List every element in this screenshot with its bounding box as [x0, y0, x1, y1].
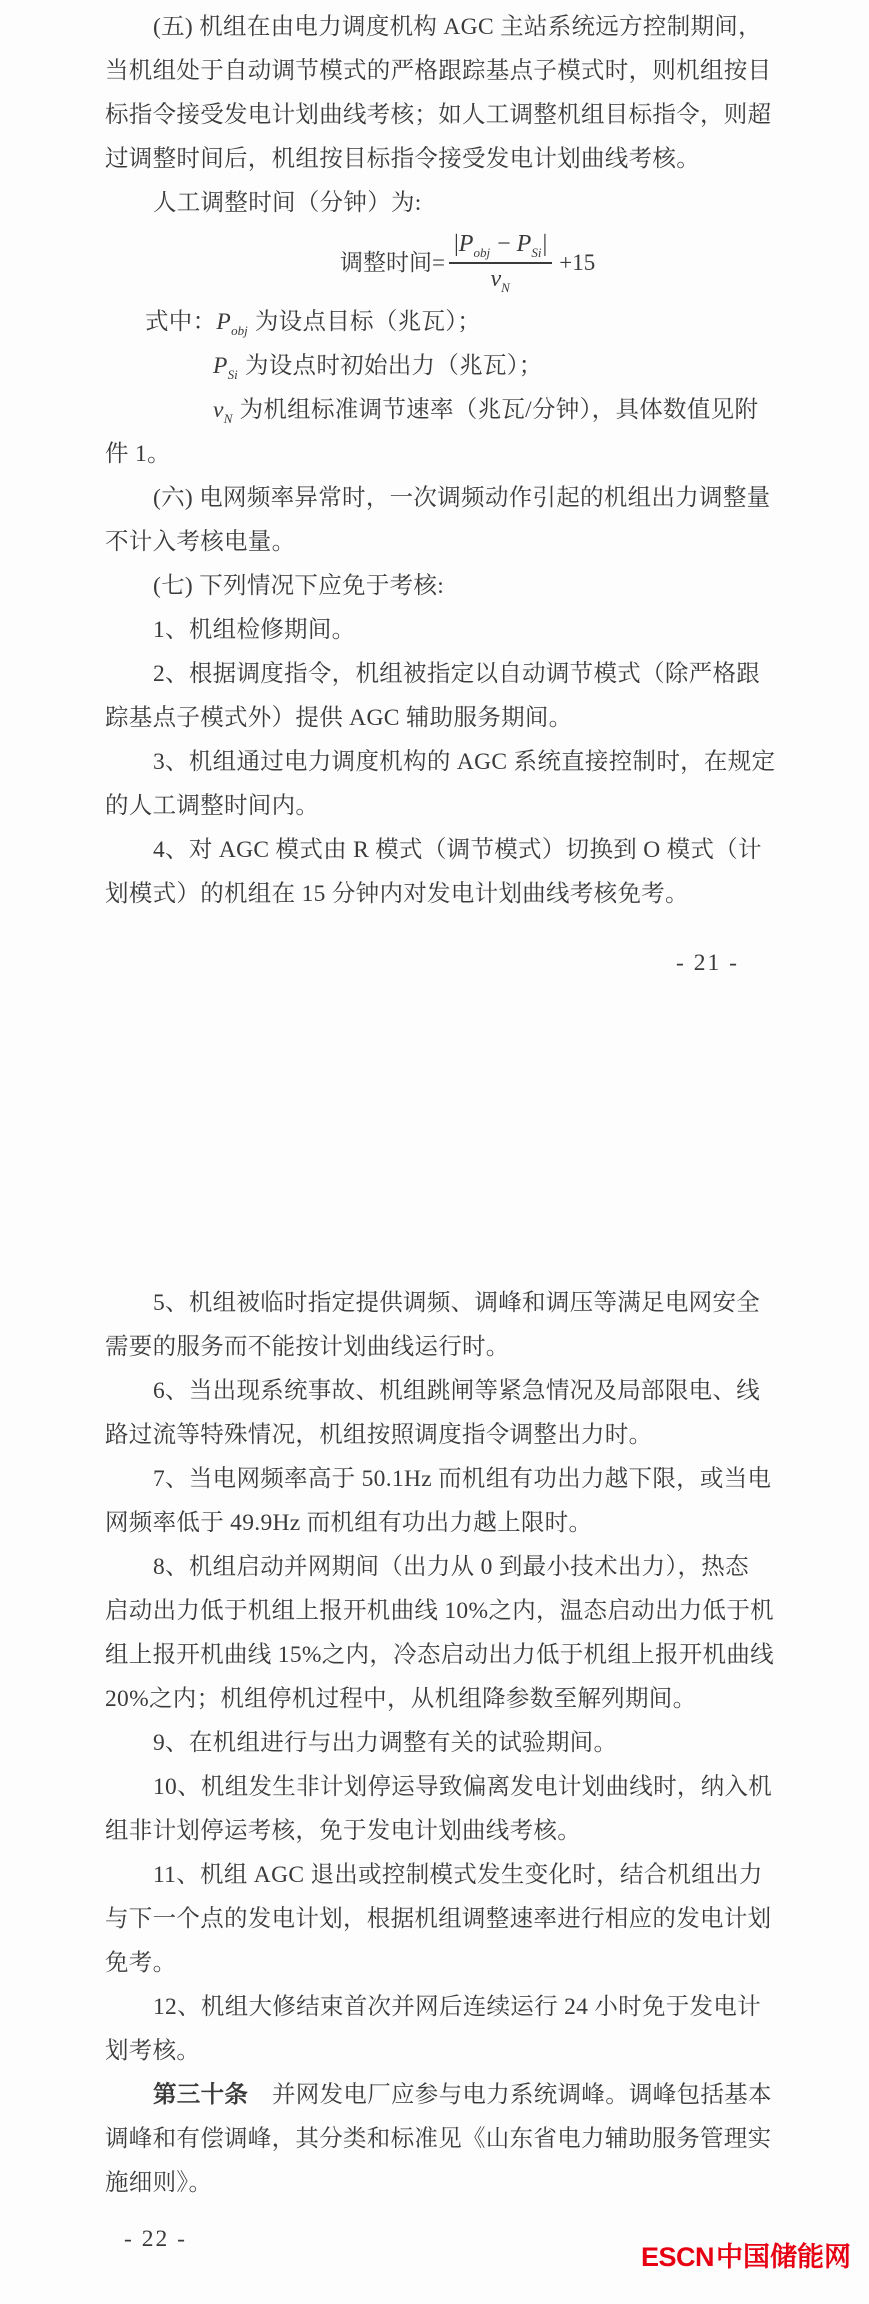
- text-run: 需要的服务而不能按计划曲线运行时。: [105, 1334, 510, 1360]
- text-run: 12、机组大修结束首次并网后连续运行 24 小时免于发电计: [153, 1994, 761, 2020]
- text-run: P: [213, 353, 228, 379]
- text-line: [105, 2117, 771, 2161]
- text-line: [105, 1809, 581, 1853]
- text-line: [105, 828, 762, 872]
- text-line: [105, 300, 481, 344]
- text-run: (五) 机组在由电力调度机构 AGC 主站系统远方控制期间，: [153, 14, 762, 40]
- text-run: 组非计划停运考核，免于发电计划曲线考核。: [105, 1818, 581, 1844]
- formula-lhs: 调整时间=: [340, 249, 445, 275]
- escn-logo-zh: 中国储能网: [716, 2242, 852, 2272]
- text-run: 组上报开机曲线 15%之内，冷态启动出力低于机组上报开机曲线: [105, 1642, 774, 1668]
- text-run: 启动出力低于机组上报开机曲线 10%之内，温态启动出力低于机: [105, 1598, 774, 1624]
- text-run: 人工调整时间（分钟）为:: [153, 190, 422, 216]
- page-22-text: [105, 1281, 775, 2231]
- text-run: 11、机组 AGC 退出或控制模式发生变化时，结合机组出力: [153, 1862, 763, 1888]
- text-line: [105, 1325, 510, 1369]
- text-line: [105, 696, 572, 740]
- text-line: [105, 1897, 771, 1941]
- escn-logo-en: ESCN: [641, 2242, 715, 2272]
- text-run: 8、机组启动并网期间（出力从 0 到最小技术出力），热态: [153, 1554, 749, 1580]
- text-run: 不计入考核电量。: [105, 529, 296, 555]
- text-line: [105, 388, 758, 432]
- text-run: 标指令接受发电计划曲线考核；如人工调整机组目标指令，则超: [105, 102, 772, 128]
- text-run: 网频率低于 49.9Hz 而机组有功出力越上限时。: [105, 1510, 593, 1536]
- text-line: [105, 1369, 760, 1413]
- text-run: 5、机组被临时指定提供调频、调峰和调压等满足电网安全: [153, 1290, 761, 1316]
- page-21-text: [105, 5, 775, 945]
- text-line: [105, 1501, 592, 1545]
- text-run: 踪基点子模式外）提供 AGC 辅助服务期间。: [105, 705, 573, 731]
- text-line: [105, 432, 171, 476]
- text-run: 过调整时间后，机组按目标指令接受发电计划曲线考核。: [105, 146, 700, 172]
- text-run: N: [223, 411, 233, 426]
- text-run: v: [490, 265, 502, 292]
- text-run: P: [458, 230, 474, 257]
- text-line: [105, 344, 543, 388]
- text-line: [105, 520, 295, 564]
- text-run: |: [542, 230, 548, 257]
- formula: [105, 225, 595, 300]
- text-line: [105, 784, 319, 828]
- text-line: [105, 2161, 212, 2205]
- text-line: [105, 181, 422, 225]
- text-run: −: [491, 230, 517, 257]
- text-run: obj: [473, 244, 491, 260]
- text-run: 10、机组发生非计划停运导致偏离发电计划曲线时，纳入机: [153, 1774, 773, 1800]
- text-run: 1、机组检修期间。: [153, 617, 356, 643]
- text-line: [105, 1281, 760, 1325]
- formula-fraction: [449, 230, 552, 295]
- text-run: P: [516, 230, 532, 257]
- text-run: 2、根据调度指令，机组被指定以自动调节模式（除严格跟: [153, 661, 761, 687]
- text-run: 调峰和有偿调峰，其分类和标准见《山东省电力辅助服务管理实: [105, 2126, 772, 2152]
- text-line: [105, 476, 770, 520]
- text-run: 划模式）的机组在 15 分钟内对发电计划曲线考核免考。: [105, 881, 689, 907]
- text-line: [105, 2029, 200, 2073]
- text-line: [105, 1765, 772, 1809]
- text-line: [105, 1457, 771, 1501]
- text-line: [105, 2073, 772, 2117]
- text-run: 与下一个点的发电计划，根据机组调整速率进行相应的发电计划: [105, 1906, 772, 1932]
- text-line: [105, 652, 760, 696]
- text-run: 施细则》。: [105, 2170, 213, 2196]
- text-run: (七) 下列情况下应免于考核:: [153, 573, 445, 599]
- text-run: 第三十条: [153, 2082, 249, 2108]
- text-run: 免考。: [105, 1950, 177, 1976]
- text-line: [105, 1545, 749, 1589]
- text-run: 9、在机组进行与出力调整有关的试验期间。: [153, 1730, 618, 1756]
- text-line: [105, 137, 700, 181]
- text-line: [105, 1633, 774, 1677]
- text-line: [105, 1677, 696, 1721]
- text-run: 20%之内；机组停机过程中，从机组降参数至解列期间。: [105, 1686, 697, 1712]
- text-run: obj: [231, 323, 248, 338]
- text-line: [105, 1853, 763, 1897]
- text-run: 6、当出现系统事故、机组跳闸等紧急情况及局部限电、线: [153, 1378, 761, 1404]
- text-run: 并网发电厂应参与电力系统调峰。调峰包括基本: [248, 2082, 772, 2108]
- text-run: 7、当电网频率高于 50.1Hz 而机组有功出力越下限，或当电: [153, 1466, 772, 1492]
- text-run: 当机组处于自动调节模式的严格跟踪基点子模式时，则机组按目: [105, 58, 772, 84]
- text-run: |: [453, 230, 459, 257]
- text-run: Si: [227, 367, 238, 382]
- formula-denominator: [490, 264, 510, 296]
- text-run: 为设点时初始出力（兆瓦）；: [238, 353, 543, 379]
- formula-rhs: +15: [559, 249, 596, 275]
- text-line: [105, 564, 444, 608]
- text-line: [105, 93, 771, 137]
- text-line: [105, 5, 762, 49]
- text-line: [105, 49, 771, 93]
- text-line: [105, 1941, 176, 1985]
- text-line: [105, 740, 775, 784]
- page-number-22: - 22 -: [124, 2226, 187, 2252]
- text-run: 的人工调整时间内。: [105, 793, 320, 819]
- text-line: [105, 1589, 774, 1633]
- page-number-21: - 21 -: [676, 950, 739, 976]
- text-run: (六) 电网频率异常时，一次调频动作引起的机组出力调整量: [153, 485, 771, 511]
- text-run: 为机组标准调节速率（兆瓦/分钟），具体数值见附: [233, 397, 759, 423]
- text-line: [105, 1413, 652, 1457]
- text-line: [105, 1985, 761, 2029]
- text-run: N: [501, 279, 510, 295]
- text-run: v: [213, 397, 224, 423]
- formula-numerator: [449, 230, 552, 264]
- text-run: 式中：: [145, 309, 217, 335]
- text-run: 3、机组通过电力调度机构的 AGC 系统直接控制时，在规定: [153, 749, 776, 775]
- text-run: 4、对 AGC 模式由 R 模式（调节模式）切换到 O 模式（计: [153, 837, 762, 863]
- text-run: P: [216, 309, 232, 335]
- text-line: [105, 872, 689, 916]
- text-run: 为设点目标（兆瓦）；: [248, 309, 482, 335]
- text-line: [105, 608, 355, 652]
- escn-logo: [641, 2242, 851, 2272]
- text-line: [105, 1721, 617, 1765]
- text-run: 路过流等特殊情况，机组按照调度指令调整出力时。: [105, 1422, 653, 1448]
- text-run: 划考核。: [105, 2038, 201, 2064]
- text-run: Si: [531, 244, 542, 260]
- text-run: 件 1。: [105, 441, 171, 467]
